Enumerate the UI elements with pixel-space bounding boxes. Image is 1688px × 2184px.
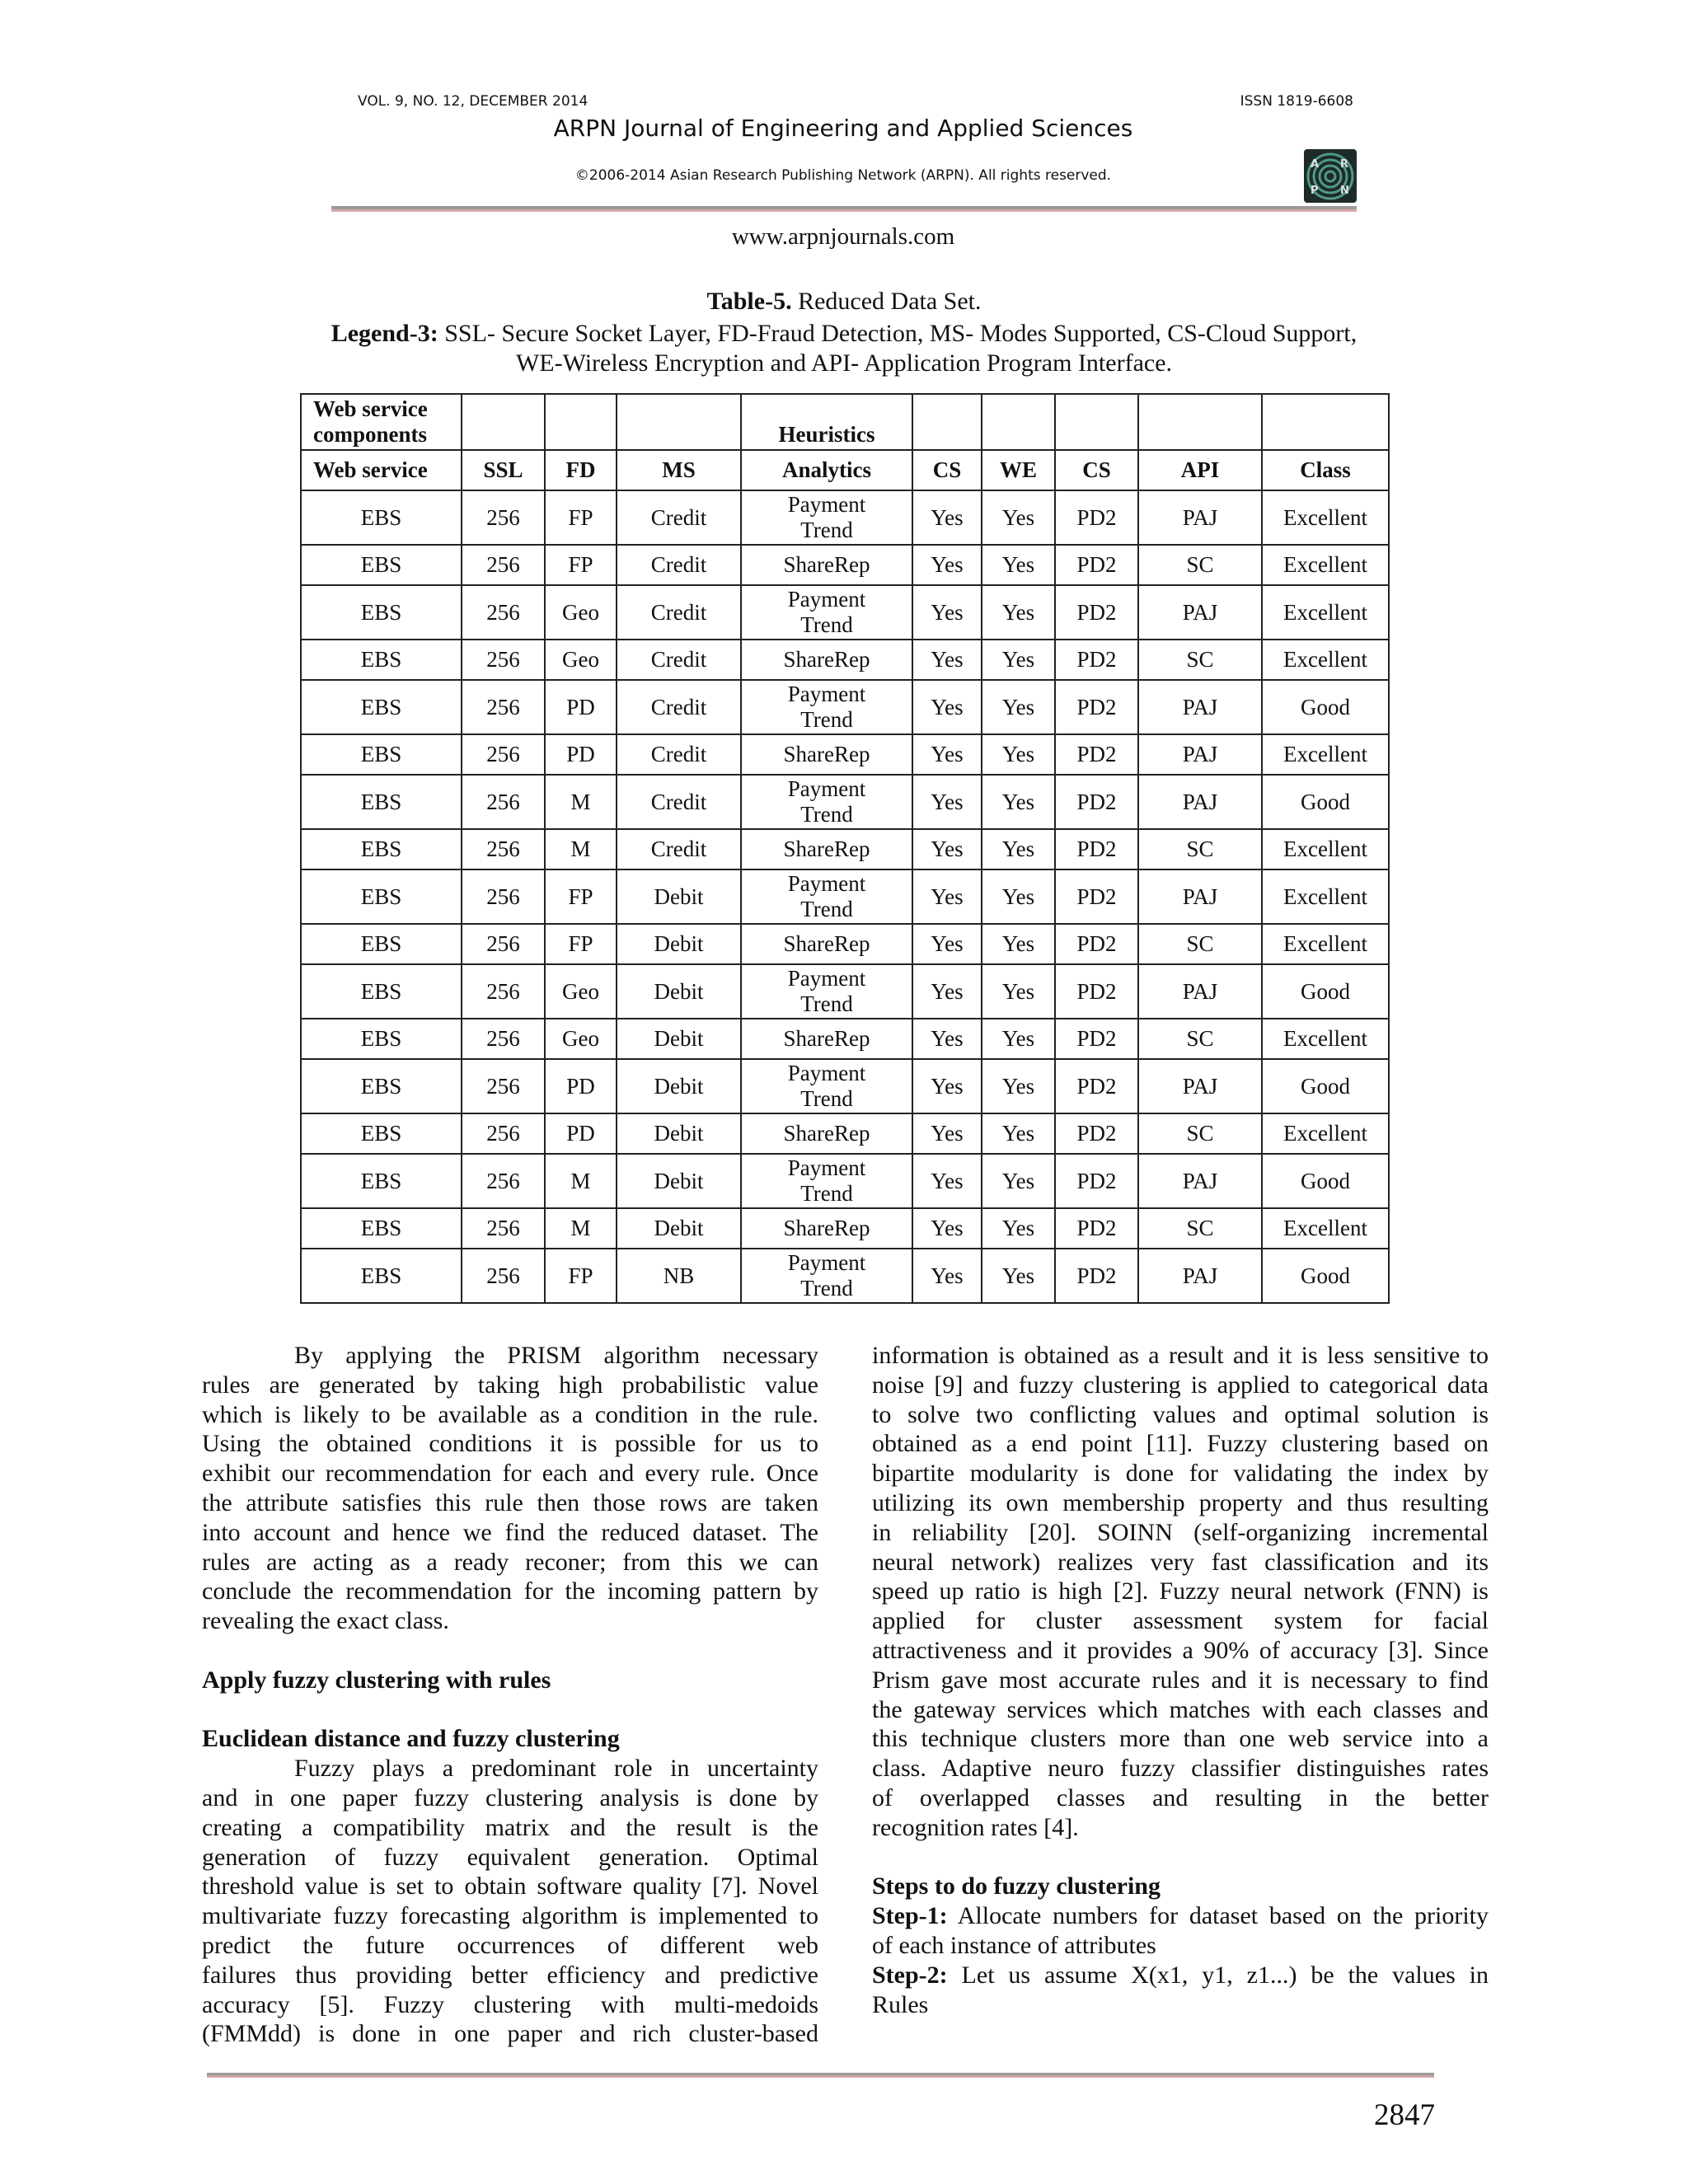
- table-cell: Good: [1262, 1059, 1389, 1113]
- table-cell: Debit: [617, 1154, 741, 1208]
- table-cell: PD2: [1055, 585, 1138, 640]
- table-cell: EBS: [301, 869, 462, 924]
- paragraph-line: revealing the exact class.: [202, 1607, 449, 1635]
- table-cell: Yes: [912, 585, 982, 640]
- table-header-row: [301, 450, 1389, 490]
- group-header-cell: Web service components: [301, 394, 462, 450]
- table-cell: PD2: [1055, 829, 1138, 869]
- table-row: [301, 964, 1389, 1019]
- table-row: [301, 775, 1389, 829]
- table-cell: Yes: [982, 964, 1055, 1019]
- group-header-cell: [617, 394, 741, 450]
- copyright-notice: ©2006-2014 Asian Research Publishing Network (ARPN). All rights reserved.: [574, 167, 1112, 184]
- paragraph-line: rules are generated by taking high probabilistic value: [202, 1371, 818, 1399]
- table-cell: EBS: [301, 964, 462, 1019]
- table-cell: EBS: [301, 734, 462, 775]
- paragraph-line: By applying the PRISM algorithm necessary: [294, 1342, 818, 1369]
- table-cell: Payment Trend: [741, 1154, 912, 1208]
- table-cell: Yes: [912, 775, 982, 829]
- table-cell: Yes: [982, 585, 1055, 640]
- paragraph-line: to solve two conflicting values and optimal solution is: [872, 1400, 1489, 1428]
- table-cell: 256: [462, 924, 545, 964]
- table-cell: Payment Trend: [741, 964, 912, 1019]
- paragraph-line: exhibit our recommendation for each and every rule. Once: [202, 1460, 818, 1488]
- table-cell: PAJ: [1138, 734, 1262, 775]
- table-cell: Geo: [545, 964, 617, 1019]
- paragraph-line: failures thus providing better efficiency and predictive: [202, 1961, 818, 1989]
- table-row: [301, 1019, 1389, 1059]
- table-cell: EBS: [301, 1113, 462, 1154]
- table-row: [301, 1249, 1389, 1303]
- table-cell: Credit: [617, 775, 741, 829]
- table-cell: M: [545, 1208, 617, 1249]
- paragraph-line: class. Adaptive neuro fuzzy classifier distinguishes rates: [872, 1755, 1489, 1783]
- paragraph-line: information is obtained as a result and it is less sensitive to: [872, 1342, 1489, 1369]
- table-cell: SC: [1138, 545, 1262, 585]
- table-title: Reduced Data Set.: [791, 288, 982, 315]
- table-cell: EBS: [301, 1154, 462, 1208]
- table-legend-line-2: WE-Wireless Encryption and API- Application Program Interface.: [515, 349, 1173, 377]
- table-cell: 256: [462, 775, 545, 829]
- table-cell: PD2: [1055, 640, 1138, 680]
- table-cell: Excellent: [1262, 640, 1389, 680]
- table-cell: PD: [545, 734, 617, 775]
- issn: ISSN 1819-6608: [1240, 93, 1353, 110]
- table-legend-line-1: [247, 320, 1441, 348]
- table-cell: EBS: [301, 490, 462, 545]
- section-heading: Steps to do fuzzy clustering: [872, 1872, 1160, 1900]
- table-cell: Credit: [617, 680, 741, 734]
- table-cell: PD2: [1055, 869, 1138, 924]
- table-cell: Yes: [982, 1113, 1055, 1154]
- table-cell: Yes: [982, 1249, 1055, 1303]
- paragraph-line: generation of fuzzy equivalent generation. Optimal: [202, 1843, 818, 1871]
- table-cell: 256: [462, 1059, 545, 1113]
- table-cell: Credit: [617, 490, 741, 545]
- paragraph-line: this technique clusters more than one web service into a: [872, 1725, 1489, 1753]
- section-heading: Euclidean distance and fuzzy clustering: [202, 1725, 620, 1753]
- table-cell: Debit: [617, 924, 741, 964]
- table-cell: 256: [462, 829, 545, 869]
- paragraph-line: noise [9] and fuzzy clustering is applied to categorical data: [872, 1371, 1489, 1399]
- table-cell: Credit: [617, 734, 741, 775]
- table-row: [301, 680, 1389, 734]
- table-number: Table-5.: [706, 288, 792, 315]
- svg-text:P: P: [1311, 185, 1319, 197]
- table-cell: Payment Trend: [741, 490, 912, 545]
- blank-line: [202, 1695, 818, 1725]
- table-row: [301, 545, 1389, 585]
- table-cell: PAJ: [1138, 1154, 1262, 1208]
- table-cell: Debit: [617, 964, 741, 1019]
- step-line: [872, 1901, 1489, 1931]
- paragraph-line: Prism gave most accurate rules and it is necessary to find: [872, 1666, 1489, 1694]
- table-cell: Yes: [912, 680, 982, 734]
- table-cell: Credit: [617, 545, 741, 585]
- table-cell: PD2: [1055, 1208, 1138, 1249]
- column-header: Class: [1262, 450, 1389, 490]
- paragraph-line: of overlapped classes and resulting in the better: [872, 1783, 1489, 1811]
- table-cell: PAJ: [1138, 775, 1262, 829]
- column-header: Analytics: [741, 450, 912, 490]
- table-cell: SC: [1138, 924, 1262, 964]
- table-cell: M: [545, 775, 617, 829]
- table-cell: Payment Trend: [741, 585, 912, 640]
- table-row: [301, 924, 1389, 964]
- column-header: CS: [1055, 450, 1138, 490]
- paragraph-line: accuracy [5]. Fuzzy clustering with multi-medoids: [202, 1990, 818, 2018]
- table-cell: ShareRep: [741, 1208, 912, 1249]
- table-row: [301, 1154, 1389, 1208]
- table-cell: PD: [545, 1059, 617, 1113]
- table-cell: Yes: [982, 1154, 1055, 1208]
- table-cell: Yes: [982, 829, 1055, 869]
- column-header: Web service: [301, 450, 462, 490]
- table-cell: Payment Trend: [741, 775, 912, 829]
- website-link[interactable]: www.arpnjournals.com: [731, 223, 955, 250]
- table-cell: EBS: [301, 775, 462, 829]
- table-cell: Excellent: [1262, 585, 1389, 640]
- table-cell: PD2: [1055, 490, 1138, 545]
- table-cell: PAJ: [1138, 1059, 1262, 1113]
- table-cell: EBS: [301, 545, 462, 585]
- table-cell: PD2: [1055, 1249, 1138, 1303]
- step-label: Step-2:: [872, 1961, 948, 1989]
- paragraph-line: utilizing its own membership property and thus resulting: [872, 1488, 1489, 1516]
- table-cell: EBS: [301, 1019, 462, 1059]
- table-cell: Yes: [982, 734, 1055, 775]
- table-cell: PD: [545, 680, 617, 734]
- table-cell: Yes: [912, 1154, 982, 1208]
- table-cell: Geo: [545, 640, 617, 680]
- table-cell: PAJ: [1138, 680, 1262, 734]
- footer-divider: [207, 2073, 1434, 2078]
- group-header-cell: [1138, 394, 1262, 450]
- blank-line: [202, 1636, 818, 1666]
- table-cell: Geo: [545, 585, 617, 640]
- table-cell: Debit: [617, 869, 741, 924]
- table-caption: [247, 288, 1441, 316]
- table-cell: Excellent: [1262, 869, 1389, 924]
- table-cell: Debit: [617, 1113, 741, 1154]
- table-cell: Yes: [982, 1059, 1055, 1113]
- table-cell: Yes: [982, 1208, 1055, 1249]
- table-row: [301, 490, 1389, 545]
- table-cell: Geo: [545, 1019, 617, 1059]
- step-text: Let us assume X(x1, y1, z1...) be the values in: [947, 1961, 1489, 1989]
- table-cell: Yes: [912, 964, 982, 1019]
- table-cell: Yes: [912, 545, 982, 585]
- table-cell: EBS: [301, 640, 462, 680]
- table-cell: Excellent: [1262, 1019, 1389, 1059]
- table-cell: Yes: [982, 1019, 1055, 1059]
- table-cell: Debit: [617, 1019, 741, 1059]
- table-cell: Credit: [617, 585, 741, 640]
- table-cell: 256: [462, 869, 545, 924]
- table-cell: Excellent: [1262, 1208, 1389, 1249]
- table-cell: Excellent: [1262, 490, 1389, 545]
- table-cell: Good: [1262, 775, 1389, 829]
- table-cell: PD2: [1055, 964, 1138, 1019]
- paragraph-line: recognition rates [4].: [872, 1813, 1079, 1841]
- table-cell: Yes: [912, 1059, 982, 1113]
- table-cell: Good: [1262, 964, 1389, 1019]
- table-cell: 256: [462, 680, 545, 734]
- step-label: Step-1:: [872, 1902, 948, 1930]
- table-cell: PD2: [1055, 924, 1138, 964]
- table-cell: EBS: [301, 924, 462, 964]
- table-cell: 256: [462, 545, 545, 585]
- table-cell: FP: [545, 924, 617, 964]
- paragraph-line: threshold value is set to obtain software quality [7]. Novel: [202, 1872, 818, 1900]
- table-cell: PD: [545, 1113, 617, 1154]
- step-line: of each instance of attributes: [872, 1931, 1156, 1959]
- table-cell: Excellent: [1262, 829, 1389, 869]
- table-row: [301, 1059, 1389, 1113]
- paragraph-line: conclude the recommendation for the incoming pattern by: [202, 1577, 818, 1605]
- column-header: WE: [982, 450, 1055, 490]
- table-cell: PD2: [1055, 1059, 1138, 1113]
- table-cell: ShareRep: [741, 734, 912, 775]
- table-cell: FP: [545, 545, 617, 585]
- table-cell: Good: [1262, 680, 1389, 734]
- paragraph-line: Fuzzy plays a predominant role in uncertainty: [294, 1755, 818, 1783]
- table-group-header-row: [301, 394, 1389, 450]
- table-cell: ShareRep: [741, 1019, 912, 1059]
- table-cell: PAJ: [1138, 585, 1262, 640]
- table-cell: Yes: [982, 924, 1055, 964]
- table-cell: FP: [545, 1249, 617, 1303]
- group-header-cell: [545, 394, 617, 450]
- table-cell: Yes: [982, 869, 1055, 924]
- table-row: [301, 829, 1389, 869]
- column-header: SSL: [462, 450, 545, 490]
- blank-line: [872, 1843, 1489, 1872]
- table-cell: Excellent: [1262, 924, 1389, 964]
- table-cell: SC: [1138, 829, 1262, 869]
- table-cell: Yes: [912, 734, 982, 775]
- table-cell: EBS: [301, 829, 462, 869]
- table-cell: SC: [1138, 1113, 1262, 1154]
- legend-text: SSL- Secure Socket Layer, FD-Fraud Detection, MS- Modes Supported, CS-Cloud Support,: [438, 320, 1357, 347]
- paragraph-line: into account and hence we find the reduced dataset. The: [202, 1518, 818, 1546]
- body-left-column: [202, 1341, 818, 2049]
- arpn-logo-icon: [1304, 149, 1357, 203]
- table-cell: PD2: [1055, 1019, 1138, 1059]
- legend-label: Legend-3:: [331, 320, 438, 347]
- table-cell: ShareRep: [741, 545, 912, 585]
- table-cell: 256: [462, 964, 545, 1019]
- table-cell: Debit: [617, 1059, 741, 1113]
- paragraph-line: bipartite modularity is done for validating the index by: [872, 1460, 1489, 1488]
- paragraph-line: predict the future occurrences of different web: [202, 1931, 818, 1959]
- page-number: 2847: [1374, 2098, 1435, 2132]
- group-header-cell: [462, 394, 545, 450]
- table-cell: PAJ: [1138, 1249, 1262, 1303]
- table-row: [301, 1113, 1389, 1154]
- table-cell: 256: [462, 640, 545, 680]
- table-cell: EBS: [301, 1249, 462, 1303]
- table-cell: 256: [462, 1019, 545, 1059]
- paragraph-line: (FMMdd) is done in one paper and rich cluster-based: [202, 2020, 818, 2048]
- table-cell: PD2: [1055, 775, 1138, 829]
- paragraph-line: which is likely to be available as a condition in the rule.: [202, 1400, 818, 1428]
- table-cell: Yes: [912, 1208, 982, 1249]
- table-cell: Yes: [982, 680, 1055, 734]
- paragraph-line: in reliability [20]. SOINN (self-organizing incremental: [872, 1518, 1489, 1546]
- table-cell: Credit: [617, 829, 741, 869]
- table-cell: Payment Trend: [741, 869, 912, 924]
- table-cell: Yes: [912, 869, 982, 924]
- table-cell: Yes: [982, 775, 1055, 829]
- table-cell: Yes: [982, 490, 1055, 545]
- table-cell: 256: [462, 1113, 545, 1154]
- group-header-cell: [1055, 394, 1138, 450]
- table-cell: Payment Trend: [741, 680, 912, 734]
- table-cell: Excellent: [1262, 734, 1389, 775]
- column-header: FD: [545, 450, 617, 490]
- table-cell: Good: [1262, 1154, 1389, 1208]
- table-cell: SC: [1138, 1019, 1262, 1059]
- body-right-column: [872, 1341, 1489, 2019]
- group-header-cell: [1262, 394, 1389, 450]
- volume-info: VOL. 9, NO. 12, DECEMBER 2014: [358, 93, 588, 110]
- paragraph-line: applied for cluster assessment system for facial: [872, 1607, 1489, 1635]
- paragraph-line: rules are acting as a ready reconer; from this we can: [202, 1548, 818, 1576]
- paragraph-line: the gateway services which matches with each classes and: [872, 1695, 1489, 1723]
- column-header: MS: [617, 450, 741, 490]
- step-line: [872, 1961, 1489, 1990]
- table-cell: PD2: [1055, 1154, 1138, 1208]
- table-cell: 256: [462, 1154, 545, 1208]
- table-cell: 256: [462, 1249, 545, 1303]
- column-header: API: [1138, 450, 1262, 490]
- table-cell: ShareRep: [741, 829, 912, 869]
- paragraph-line: the attribute satisfies this rule then those rows are taken: [202, 1488, 818, 1516]
- header-divider: [331, 206, 1357, 212]
- table-cell: EBS: [301, 1208, 462, 1249]
- svg-text:N: N: [1340, 185, 1349, 197]
- table-cell: Yes: [912, 1019, 982, 1059]
- table-cell: 256: [462, 490, 545, 545]
- table-row: [301, 1208, 1389, 1249]
- svg-text:A: A: [1311, 158, 1320, 171]
- paragraph-line: attractiveness and it provides a 90% of accuracy [3]. Since: [872, 1636, 1489, 1664]
- table-cell: PAJ: [1138, 964, 1262, 1019]
- paragraph-line: obtained as a end point [11]. Fuzzy clustering based on: [872, 1430, 1489, 1458]
- table-cell: PD2: [1055, 680, 1138, 734]
- paragraph-line: multivariate fuzzy forecasting algorithm is implemented to: [202, 1902, 818, 1930]
- table-cell: PAJ: [1138, 490, 1262, 545]
- table-cell: Credit: [617, 640, 741, 680]
- table-cell: ShareRep: [741, 1113, 912, 1154]
- table-cell: M: [545, 1154, 617, 1208]
- table-cell: FP: [545, 869, 617, 924]
- table-row: [301, 734, 1389, 775]
- paragraph-line: neural network) realizes very fast classification and its: [872, 1548, 1489, 1576]
- table-row: [301, 640, 1389, 680]
- table-cell: 256: [462, 585, 545, 640]
- table-cell: Excellent: [1262, 1113, 1389, 1154]
- table-cell: Yes: [912, 829, 982, 869]
- table-cell: PD2: [1055, 1113, 1138, 1154]
- table-cell: PAJ: [1138, 869, 1262, 924]
- table-cell: 256: [462, 1208, 545, 1249]
- table-cell: EBS: [301, 1059, 462, 1113]
- svg-text:R: R: [1340, 158, 1349, 171]
- table-cell: SC: [1138, 640, 1262, 680]
- table-cell: EBS: [301, 680, 462, 734]
- table-cell: Excellent: [1262, 545, 1389, 585]
- table-row: [301, 585, 1389, 640]
- paragraph-line: speed up ratio is high [2]. Fuzzy neural network (FNN) is: [872, 1577, 1489, 1605]
- group-header-cell: [982, 394, 1055, 450]
- step-text: Allocate numbers for dataset based on the priority: [947, 1902, 1489, 1930]
- group-header-cell: Heuristics: [741, 394, 912, 450]
- table-cell: PD2: [1055, 545, 1138, 585]
- table-cell: Payment Trend: [741, 1059, 912, 1113]
- table-cell: M: [545, 829, 617, 869]
- table-cell: Yes: [912, 1249, 982, 1303]
- table-cell: Yes: [982, 640, 1055, 680]
- group-header-cell: [912, 394, 982, 450]
- table-cell: Yes: [982, 545, 1055, 585]
- table-cell: ShareRep: [741, 924, 912, 964]
- section-heading: Apply fuzzy clustering with rules: [202, 1666, 551, 1694]
- column-header: CS: [912, 450, 982, 490]
- table-cell: FP: [545, 490, 617, 545]
- table-cell: Good: [1262, 1249, 1389, 1303]
- table-cell: Debit: [617, 1208, 741, 1249]
- table-cell: PD2: [1055, 734, 1138, 775]
- table-cell: Yes: [912, 640, 982, 680]
- table-cell: Payment Trend: [741, 1249, 912, 1303]
- table-cell: Yes: [912, 924, 982, 964]
- reduced-data-set-table: [300, 393, 1390, 1304]
- step-line: Rules: [872, 1990, 929, 2018]
- table-cell: Yes: [912, 1113, 982, 1154]
- table-cell: ShareRep: [741, 640, 912, 680]
- table-cell: EBS: [301, 585, 462, 640]
- journal-title: ARPN Journal of Engineering and Applied Sciences: [553, 115, 1133, 142]
- table-cell: NB: [617, 1249, 741, 1303]
- table-cell: 256: [462, 734, 545, 775]
- table-cell: SC: [1138, 1208, 1262, 1249]
- paragraph-line: Using the obtained conditions it is possible for us to: [202, 1430, 818, 1458]
- paragraph-line: creating a compatibility matrix and the result is the: [202, 1813, 818, 1841]
- table-row: [301, 869, 1389, 924]
- paragraph-line: and in one paper fuzzy clustering analysis is done by: [202, 1783, 818, 1811]
- table-cell: Yes: [912, 490, 982, 545]
